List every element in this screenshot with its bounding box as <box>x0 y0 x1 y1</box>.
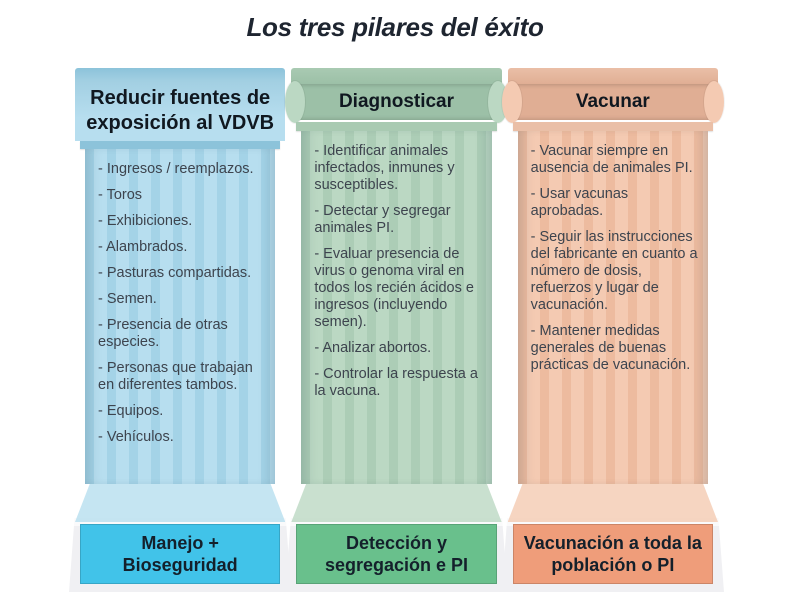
pillar-header-banner <box>510 84 716 120</box>
list-item: - Exhibiciones. <box>98 213 193 229</box>
pillar-capital-top <box>291 68 501 84</box>
list-item: - Vehículos. <box>98 429 174 445</box>
pillar-base-label: Manejo + Bioseguridad <box>80 524 280 584</box>
list-item: - Presencia de otras especies. <box>98 317 228 350</box>
pillar-capital-under <box>80 141 280 149</box>
list-item: - Ingresos / reemplazos. <box>98 161 254 177</box>
list-item: - Semen. <box>98 291 157 307</box>
list-item: - Detectar y segregar animales PI. <box>314 203 451 236</box>
page-title: Los tres pilares del éxito <box>246 12 544 42</box>
list-item: - Personas que trabajan en diferentes tambos. <box>98 360 253 393</box>
pillar-shaft <box>85 149 275 484</box>
pillar-shaft <box>301 131 491 484</box>
list-item: - Usar vacunas aprobadas. <box>530 186 629 219</box>
pillar-item-list <box>518 131 708 484</box>
pillar-header-banner <box>293 84 499 120</box>
list-item: - Mantener medidas generales de buenas prácticas de vacunación. <box>530 323 691 373</box>
pillar-bioseguridad <box>75 68 285 592</box>
list-item: - Alambrados. <box>98 239 188 255</box>
list-item: - Analizar abortos. <box>314 340 432 356</box>
pillar-capital-top <box>75 68 285 81</box>
pillars-row <box>75 68 718 592</box>
list-item: - Controlar la respuesta a la vacuna. <box>314 366 478 399</box>
pillar-header: Vacunar <box>575 91 650 113</box>
pillar-base-flare <box>508 484 718 522</box>
pillar-header: Diagnosticar <box>338 91 455 113</box>
pillar-capital-under <box>513 122 713 131</box>
pillar-base-flare <box>291 484 501 522</box>
list-item: - Identificar animales infectados, inmunes y susceptibles. <box>314 143 455 193</box>
pillar-vacunacion <box>508 68 718 592</box>
pillar-base-label: Detección y segregación e PI <box>296 524 496 584</box>
list-item: - Pasturas compartidas. <box>98 265 252 281</box>
pillar-shaft <box>518 131 708 484</box>
pillar-header: Reducir fuentes de exposición al VDVB <box>86 87 275 134</box>
list-item: - Seguir las instrucciones del fabricante en cuanto a número de dosis, refuerzos y lugar de vacunación. <box>530 229 698 313</box>
list-item: - Evaluar presencia de virus o genoma viral en todos los recién ácidos e ingresos (incluyendo semen). <box>314 246 474 330</box>
pillar-base-label: Vacunación a toda la población o PI <box>513 524 713 584</box>
pillar-item-list <box>85 149 275 484</box>
list-item: - Toros <box>98 187 143 203</box>
list-item: - Vacunar siempre en ausencia de animales PI. <box>530 143 693 176</box>
pillar-diagnostico <box>291 68 501 592</box>
list-item: - Equipos. <box>98 403 164 419</box>
pillar-capital-top <box>508 68 718 84</box>
pillar-item-list <box>301 131 491 484</box>
pillar-capital-under <box>296 122 496 131</box>
pillar-base-flare <box>75 484 285 522</box>
pillar-header-banner <box>75 81 285 141</box>
